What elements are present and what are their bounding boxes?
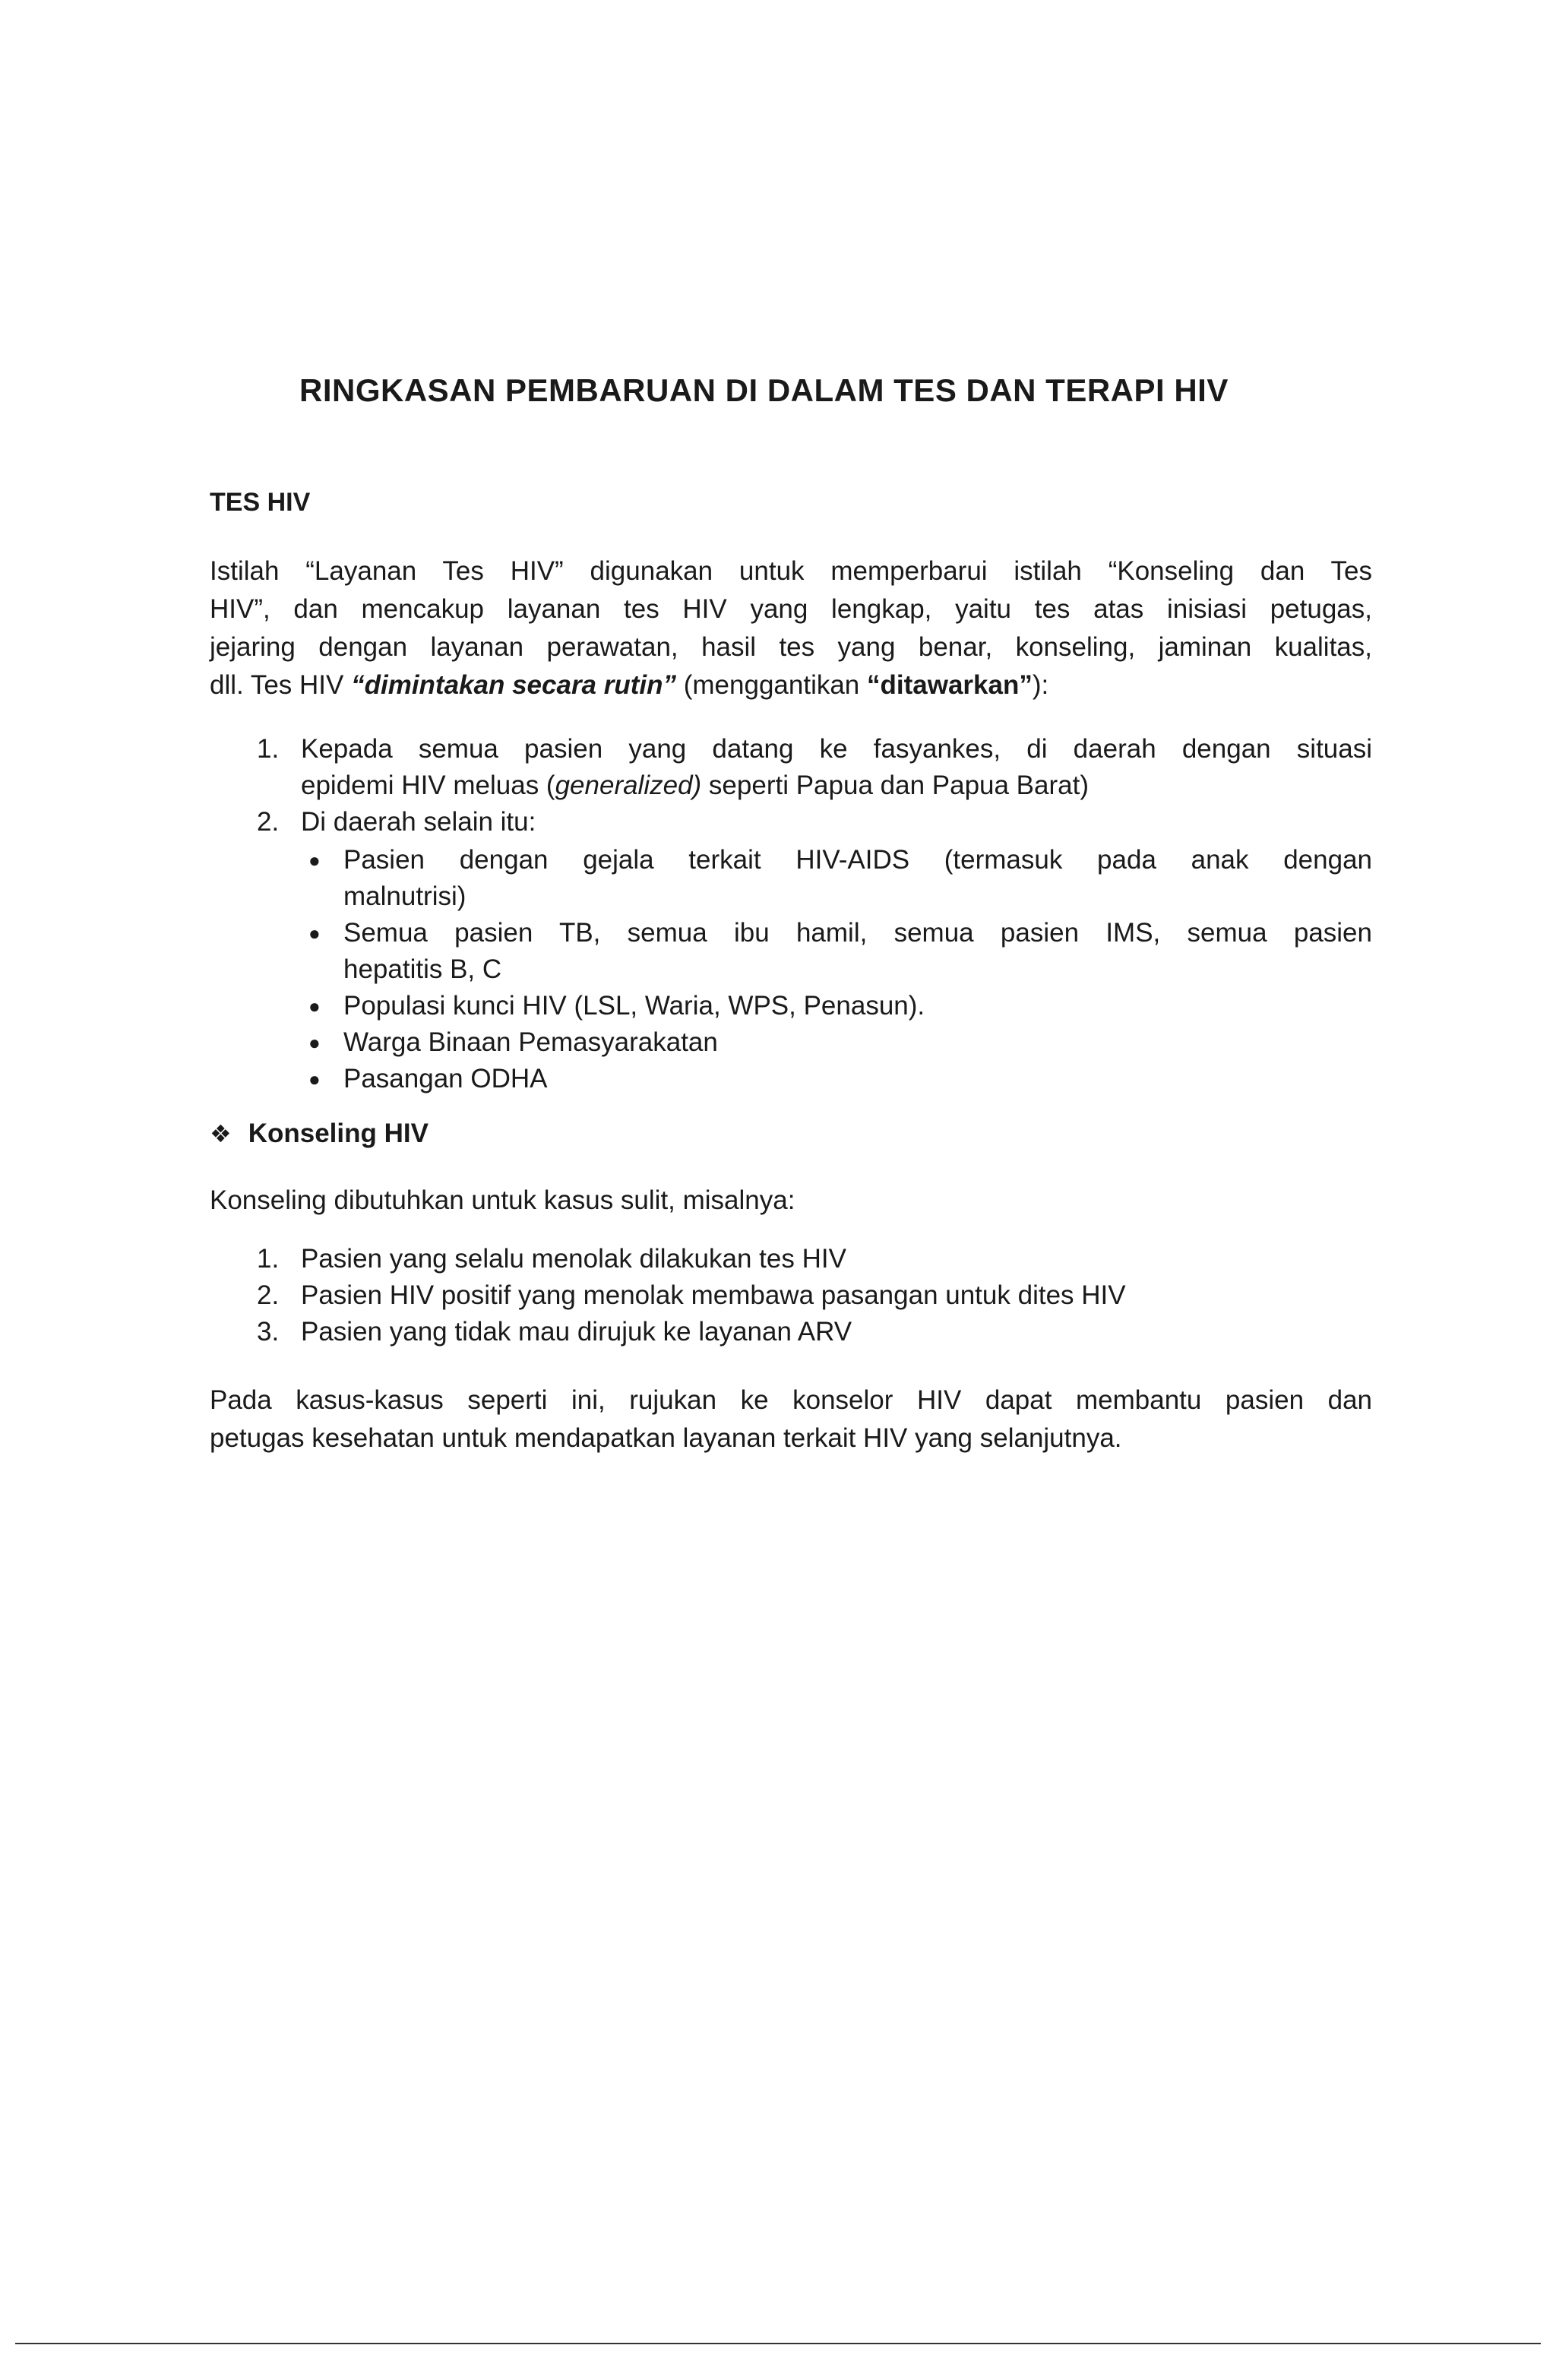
list-number: 2. (257, 1280, 280, 1310)
diamond-bullet-icon: ❖ (210, 1120, 232, 1147)
section-heading-text: Konseling HIV (248, 1119, 429, 1148)
bullet-icon: ● (308, 995, 321, 1018)
intro-text: ): (1032, 670, 1049, 700)
emphasis-text: generalized) (555, 771, 702, 800)
list-item-line (301, 767, 1372, 804)
intro-line: HIV”, dan mencakup layanan tes HIV yang lengkap, yaitu tes atas inisiasi petugas, (210, 594, 1372, 624)
bullet-item (301, 1024, 1372, 1061)
konseling-intro (210, 1182, 1372, 1220)
emphasis-text: “ditawarkan” (867, 670, 1033, 700)
list-item (210, 1314, 1372, 1350)
emphasis-text: “dimintakan secara rutin” (351, 670, 677, 700)
list-item (210, 1277, 1372, 1314)
list-number: 1. (257, 1244, 280, 1274)
list-text: seperti Papua dan Papua Barat) (701, 771, 1089, 800)
list-item (210, 1241, 1372, 1277)
bullet-line: malnutrisi) (343, 881, 466, 911)
bullet-line: Semua pasien TB, semua ibu hamil, semua pasien IMS, semua pasien (343, 918, 1372, 948)
list-item-line: Pasien yang selalu menolak dilakukan tes HIV (301, 1244, 846, 1274)
list-item (210, 731, 1372, 804)
intro-line: Istilah “Layanan Tes HIV” digunakan untuk memperbarui istilah “Konseling dan Tes (210, 556, 1372, 586)
bullet-icon: ● (308, 1031, 321, 1054)
bullet-icon: ● (308, 849, 321, 872)
numbered-list-konseling (210, 1241, 1372, 1350)
bullet-line: Warga Binaan Pemasyarakatan (343, 1027, 718, 1057)
paragraph-line: Konseling dibutuhkan untuk kasus sulit, misalnya: (210, 1185, 795, 1215)
list-number: 2. (257, 807, 280, 837)
bullet-line: Pasien dengan gejala terkait HIV-AIDS (termasuk pada anak dengan (343, 845, 1372, 875)
list-text: epidemi HIV meluas ( (301, 771, 555, 800)
closing-paragraph (210, 1381, 1372, 1457)
bullet-line: Pasangan ODHA (343, 1064, 548, 1093)
bullet-icon: ● (308, 1068, 321, 1090)
intro-line: jejaring dengan layanan perawatan, hasil tes yang benar, konseling, jaminan kualitas, (210, 632, 1372, 662)
bullet-line: hepatitis B, C (343, 954, 502, 984)
numbered-list-tes (210, 731, 1372, 1097)
intro-text: (menggantikan (676, 670, 867, 700)
intro-text: dll. Tes HIV (210, 670, 352, 700)
footer-divider (15, 2343, 1541, 2344)
paragraph-line: Pada kasus-kasus seperti ini, rujukan ke konselor HIV dapat membantu pasien dan (210, 1385, 1372, 1415)
document-title: RINGKASAN PEMBARUAN DI DALAM TES DAN TERAPI HIV (299, 372, 1229, 408)
paragraph-line: petugas kesehatan untuk mendapatkan layanan terkait HIV yang selanjutnya. (210, 1423, 1122, 1453)
bullet-item (301, 842, 1372, 915)
section-heading-tes-hiv: TES HIV (210, 488, 311, 517)
list-item-line: Di daerah selain itu: (301, 807, 536, 837)
intro-paragraph (210, 552, 1372, 704)
list-item-line: Pasien HIV positif yang menolak membawa pasangan untuk dites HIV (301, 1280, 1126, 1310)
bullet-icon: ● (308, 922, 321, 945)
list-item (210, 804, 1372, 1097)
bullet-list (301, 842, 1372, 1097)
list-number: 1. (257, 734, 280, 764)
list-item-line: Pasien yang tidak mau dirujuk ke layanan ARV (301, 1317, 852, 1347)
bullet-line: Populasi kunci HIV (LSL, Waria, WPS, Penasun). (343, 991, 925, 1021)
list-number: 3. (257, 1317, 280, 1347)
bullet-item (301, 988, 1372, 1024)
bullet-item (301, 915, 1372, 988)
intro-line (210, 666, 1372, 704)
bullet-item (301, 1061, 1372, 1097)
list-item-line: Kepada semua pasien yang datang ke fasyankes, di daerah dengan situasi (301, 734, 1372, 764)
section-heading-konseling (210, 1119, 429, 1149)
